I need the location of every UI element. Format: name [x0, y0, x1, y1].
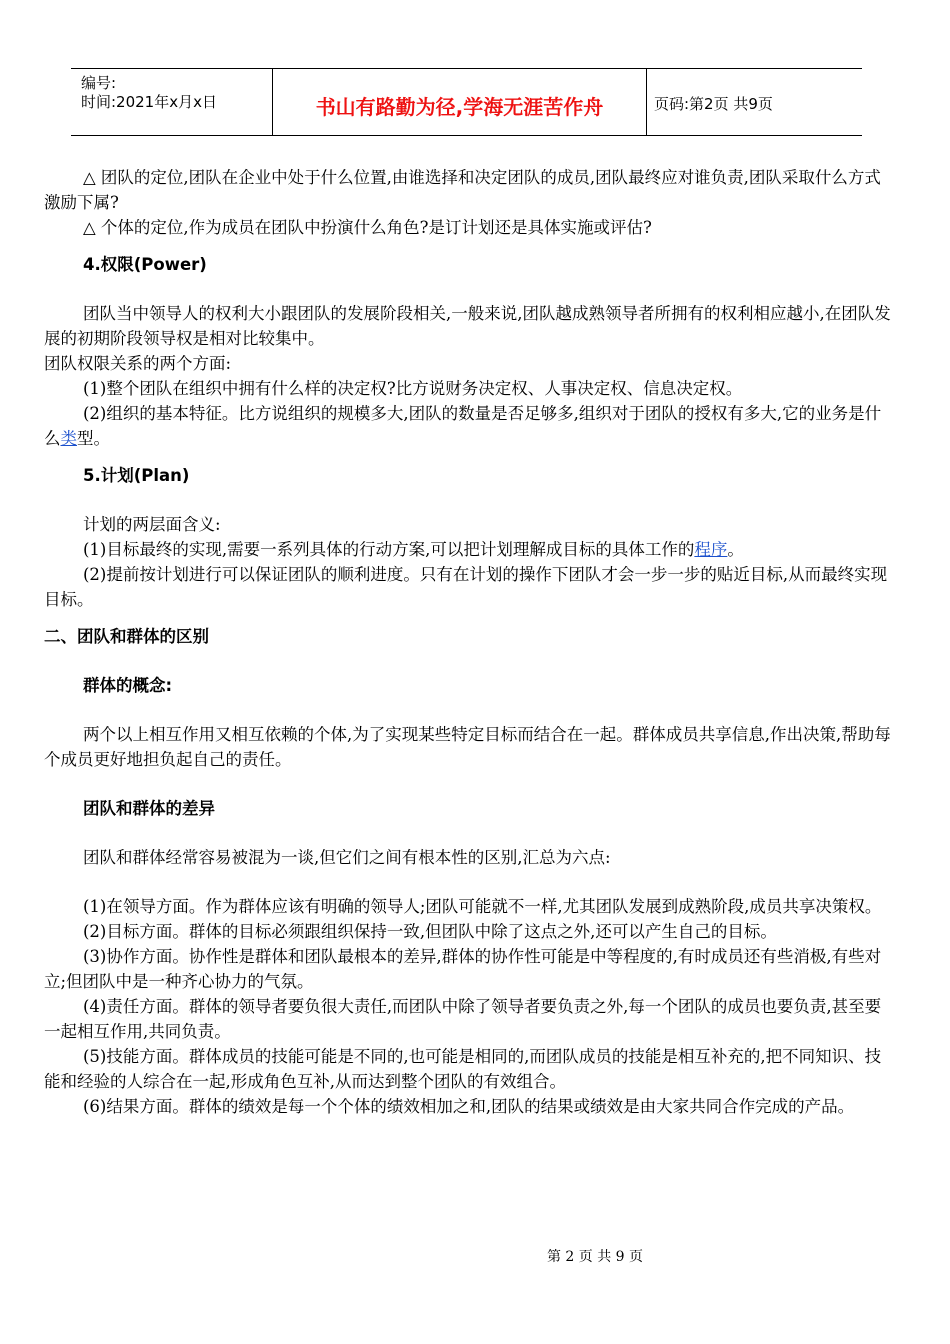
paragraph: (1)整个团队在组织中拥有什么样的决定权?比方说财务决定权、人事决定权、信息决定权。 [83, 379, 743, 398]
header-page-cell [647, 69, 862, 135]
text-run: 。 [727, 540, 744, 559]
list-item: (5)技能方面。群体成员的技能可能是不同的,也可能是相同的,而团队成员的技能是相互补充的,把不同知识、技能和经验的人综合在一起,形成角色互补,从而达到整个团队的有效组合。 [44, 1047, 882, 1091]
subsection-heading: 团队和群体的差异 [83, 799, 215, 818]
paragraph [44, 401, 892, 451]
paragraph: 计划的两层面含义: [83, 515, 221, 534]
section-heading: 4.权限(Power) [83, 255, 207, 274]
inline-link[interactable]: 类 [60, 429, 77, 448]
inline-link[interactable]: 程序 [694, 540, 728, 559]
footer-page-number: 第 2 页 共 9 页 [546, 1249, 644, 1265]
paragraph: 团队权限关系的两个方面: [44, 354, 232, 373]
header-info-cell [71, 69, 273, 135]
text-run: (2)组织的基本特征。比方说组织的规模多大,团队的数量是否足够多,组织对于团队的授权有多大,它的业务是什么 [44, 404, 882, 448]
list-item: (6)结果方面。群体的绩效是每一个个体的绩效相加之和,团队的结果或绩效是由大家共同合作完成的产品。 [83, 1097, 855, 1116]
paragraph [44, 537, 892, 562]
paragraph: △ 个体的定位,作为成员在团队中扮演什么角色?是订计划还是具体实施或评估? [83, 218, 652, 237]
header-motto-cell [273, 69, 647, 135]
paragraph: △ 团队的定位,团队在企业中处于什么位置,由谁选择和决定团队的成员,团队最终应对谁负责,团队采取什么方式激励下属? [44, 168, 881, 212]
list-item: (3)协作方面。协作性是群体和团队最根本的差异,群体的协作性可能是中等程度的,有时成员还有些消极,有些对立;但团队中是一种齐心协力的气氛。 [44, 947, 882, 991]
paragraph: 团队当中领导人的权利大小跟团队的发展阶段相关,一般来说,团队越成熟领导者所拥有的权利相应越小,在团队发展的初期阶段领导权是相对比较集中。 [44, 304, 891, 348]
section-heading: 5.计划(Plan) [83, 466, 190, 485]
doc-time-label: 时间:2021年x月x日 [81, 93, 217, 111]
header-table [71, 68, 862, 136]
paragraph: 两个以上相互作用又相互依赖的个体,为了实现某些特定目标而结合在一起。群体成员共享信息,作出决策,帮助每个成员更好地担负起自己的责任。 [44, 725, 891, 769]
list-item: (1)在领导方面。作为群体应该有明确的领导人;团队可能就不一样,尤其团队发展到成熟阶段,成员共享决策权。 [83, 897, 882, 916]
list-item: (2)目标方面。群体的目标必须跟组织保持一致,但团队中除了这点之外,还可以产生自己的目标。 [83, 922, 777, 941]
doc-number-label: 编号: [81, 74, 117, 92]
motto-text: 书山有路勤为径,学海无涯苦作舟 [315, 95, 604, 119]
page-footer [0, 1246, 950, 1266]
subsection-heading: 群体的概念: [83, 676, 173, 695]
section-heading: 二、团队和群体的区别 [44, 627, 209, 646]
text-run: 型。 [77, 429, 110, 448]
document-body [44, 165, 892, 1119]
paragraph: (2)提前按计划进行可以保证团队的顺利进度。只有在计划的操作下团队才会一步一步的贴近目标,从而最终实现目标。 [44, 565, 888, 609]
text-run: (1)目标最终的实现,需要一系列具体的行动方案,可以把计划理解成目标的具体工作的 [83, 540, 695, 559]
page-code: 页码:第2页 共9页 [654, 95, 773, 113]
list-item: (4)责任方面。群体的领导者要负很大责任,而团队中除了领导者要负责之外,每一个团队的成员也要负责,甚至要一起相互作用,共同负责。 [44, 997, 882, 1041]
paragraph: 团队和群体经常容易被混为一谈,但它们之间有根本性的区别,汇总为六点: [83, 848, 611, 867]
